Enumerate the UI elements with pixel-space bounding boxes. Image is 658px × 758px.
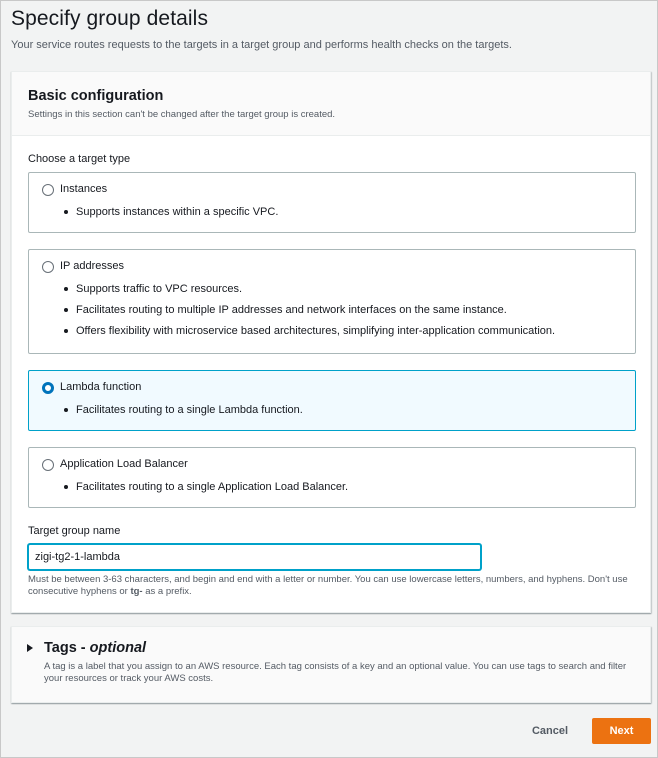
target-type-ip-addresses-label: IP addresses [60,260,125,272]
tags-expand-toggle[interactable] [44,640,146,656]
target-group-name-input[interactable] [28,544,481,570]
tags-panel [11,626,651,703]
target-group-name-constraint [28,574,640,598]
target-type-instances-label: Instances [60,183,108,195]
radio-lambda-function[interactable] [42,382,54,394]
target-type-ip-addresses-bullets [60,282,555,345]
tags-optional-label: optional [89,640,147,656]
target-type-lambda-function[interactable] [28,370,636,431]
cancel-button[interactable]: Cancel [519,718,581,744]
panel-description: Settings in this section can't be changed after the target group is created. [28,109,336,120]
page-title: Specify group details [11,7,209,30]
bullet-item: Facilitates routing to multiple IP addresses and network interfaces on the same instance. [60,303,555,324]
constraint-prefix: tg- [130,586,143,597]
tags-title: Tags [44,640,77,656]
tags-description: A tag is a label that you assign to an AWS resource. Each tag consists of a key and an optional value. You can use tags to search and filter your resources or track your AWS costs. [44,661,627,684]
next-button[interactable]: Next [592,718,651,744]
bullet-item: Facilitates routing to a single Application Load Balancer. [60,480,348,501]
radio-application-load-balancer[interactable] [42,459,54,471]
target-type-lambda-function-label: Lambda function [60,381,142,393]
bullet-item: Supports instances within a specific VPC. [60,205,278,226]
target-type-instances[interactable] [28,172,636,233]
target-type-application-load-balancer[interactable] [28,447,636,508]
panel-title: Basic configuration [28,88,164,104]
page-description: Your service routes requests to the targets in a target group and performs health checks on the targets. [11,39,512,51]
radio-ip-addresses[interactable] [42,261,54,273]
constraint-text: Must be between 3-63 characters, and begin and end with a letter or number. You can use lowercase letters, numbers, and hyphens. Don't use consecutive hyphens or [28,574,628,597]
basic-configuration-panel [11,71,651,613]
bullet-item: Offers flexibility with microservice based architectures, simplifying inter-application communication. [60,324,555,345]
panel-header [12,72,650,136]
target-type-instances-bullets [60,205,278,226]
target-type-application-load-balancer-bullets [60,480,348,501]
target-type-label: Choose a target type [28,153,131,165]
radio-instances[interactable] [42,184,54,196]
target-type-lambda-function-bullets [60,403,303,424]
tags-title-separator: - [76,640,90,656]
caret-right-icon[interactable] [27,644,33,652]
bullet-item: Facilitates routing to a single Lambda function. [60,403,303,424]
bullet-item: Supports traffic to VPC resources. [60,282,555,303]
target-type-application-load-balancer-label: Application Load Balancer [60,458,188,470]
target-group-name-label: Target group name [28,525,121,537]
target-type-ip-addresses[interactable] [28,249,636,354]
constraint-text-end: as a prefix. [142,586,192,597]
